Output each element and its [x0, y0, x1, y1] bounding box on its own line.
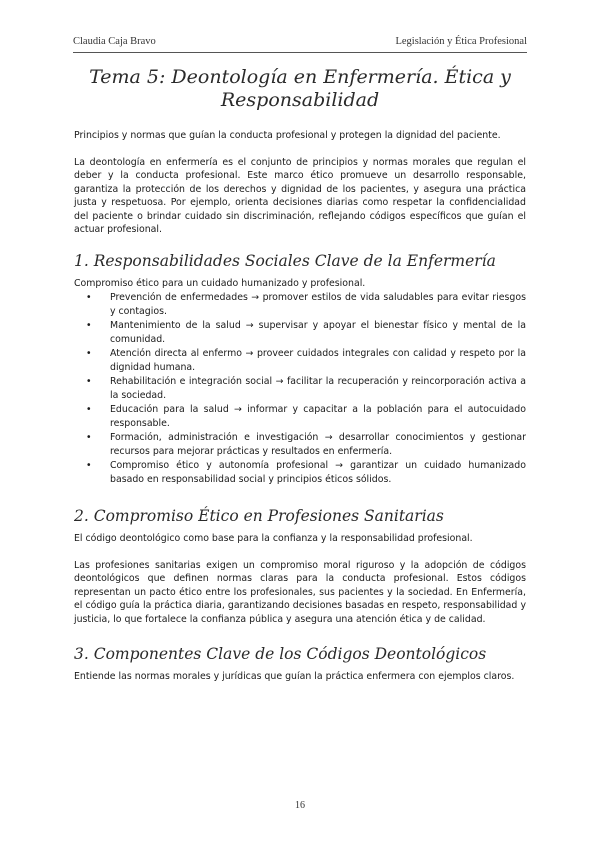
list-item [74, 431, 526, 458]
page-header [73, 36, 527, 50]
bullet-icon: • [86, 432, 92, 443]
section-1-heading: 1. Responsabilidades Sociales Clave de la Enfermería [74, 251, 496, 270]
section-2-heading: 2. Compromiso Ético en Profesiones Sanitarias [74, 507, 444, 525]
list-item-text: Formación, administración e investigación → desarrollar conocimientos y gestionar recursos para mejorar prácticas y resultados en enfermería. [110, 432, 526, 457]
list-item-text: Atención directa al enfermo → proveer cuidados integrales con calidad y respeto por la dignidad humana. [110, 348, 526, 373]
header-divider [73, 52, 527, 53]
page-title: Tema 5: Deontología en Enfermería. Ética y Responsabilidad [89, 66, 511, 111]
list-item-text: Prevención de enfermedades → promover estilos de vida saludables para evitar riesgos y contagios. [110, 292, 526, 317]
list-item [74, 403, 526, 430]
intro-paragraph: Principios y normas que guían la conducta profesional y protegen la dignidad del paciente. [74, 130, 501, 141]
list-item [74, 375, 526, 402]
section-2-lead: El código deontológico como base para la confianza y la responsabilidad profesional. [74, 533, 473, 544]
section-3-heading: 3. Componentes Clave de los Códigos Deontológicos [74, 645, 487, 663]
bullet-icon: • [86, 376, 92, 387]
section-3-lead: Entiende las normas morales y jurídicas que guían la práctica enfermera con ejemplos claros. [74, 671, 515, 682]
list-item [74, 347, 526, 374]
list-item-text: Compromiso ético y autonomía profesional → garantizar un cuidado humanizado basado en responsabilidad social y principios éticos sólidos. [110, 460, 526, 485]
header-author: Claudia Caja Bravo [73, 36, 156, 47]
list-item [74, 459, 526, 486]
bullet-icon: • [86, 348, 92, 359]
list-item [74, 319, 526, 346]
list-item [74, 291, 526, 318]
section-2-paragraph: Las profesiones sanitarias exigen un compromiso moral riguroso y la adopción de códigos deontológicos que definen normas claras para la conducta profesional. Estos códigos representan un pacto ético entre los profesionales, sus pacientes y la sociedad. En Enfermería, el código guía la práctica diaria, garantizando decisiones basadas en respeto, responsabilidad y justicia, lo que fortalece la confianza pública y asegura una atención ética y de calidad. [74, 559, 526, 625]
bullet-icon: • [86, 460, 92, 471]
bullet-icon: • [86, 292, 92, 303]
section-1-lead: Compromiso ético para un cuidado humanizado y profesional. [74, 277, 366, 289]
bullet-icon: • [86, 404, 92, 415]
responsibilities-list [74, 291, 526, 486]
list-item-text: Educación para la salud → informar y capacitar a la población para el autocuidado responsable. [110, 404, 526, 429]
bullet-icon: • [86, 320, 92, 331]
definition-paragraph: La deontología en enfermería es el conjunto de principios y normas morales que regulan el deber y la conducta profesional. Este marco ético promueve un desarrollo responsable, garantiza la protección de los derechos y dignidad de los pacientes, y asegura una práctica justa y respetuosa. Por ejemplo, orienta decisiones diarias como respetar la confidencialidad del paciente o brindar cuidado sin discriminación, reflejando códigos específicos que guían el actuar profesional. [74, 156, 526, 235]
list-item-text: Mantenimiento de la salud → supervisar y apoyar el bienestar físico y mental de la comunidad. [110, 320, 526, 345]
page-number: 16 [295, 800, 305, 811]
list-item-text: Rehabilitación e integración social → facilitar la recuperación y reincorporación activa a la sociedad. [110, 376, 526, 401]
header-course: Legislación y Ética Profesional [395, 36, 527, 47]
page-content [74, 66, 526, 684]
